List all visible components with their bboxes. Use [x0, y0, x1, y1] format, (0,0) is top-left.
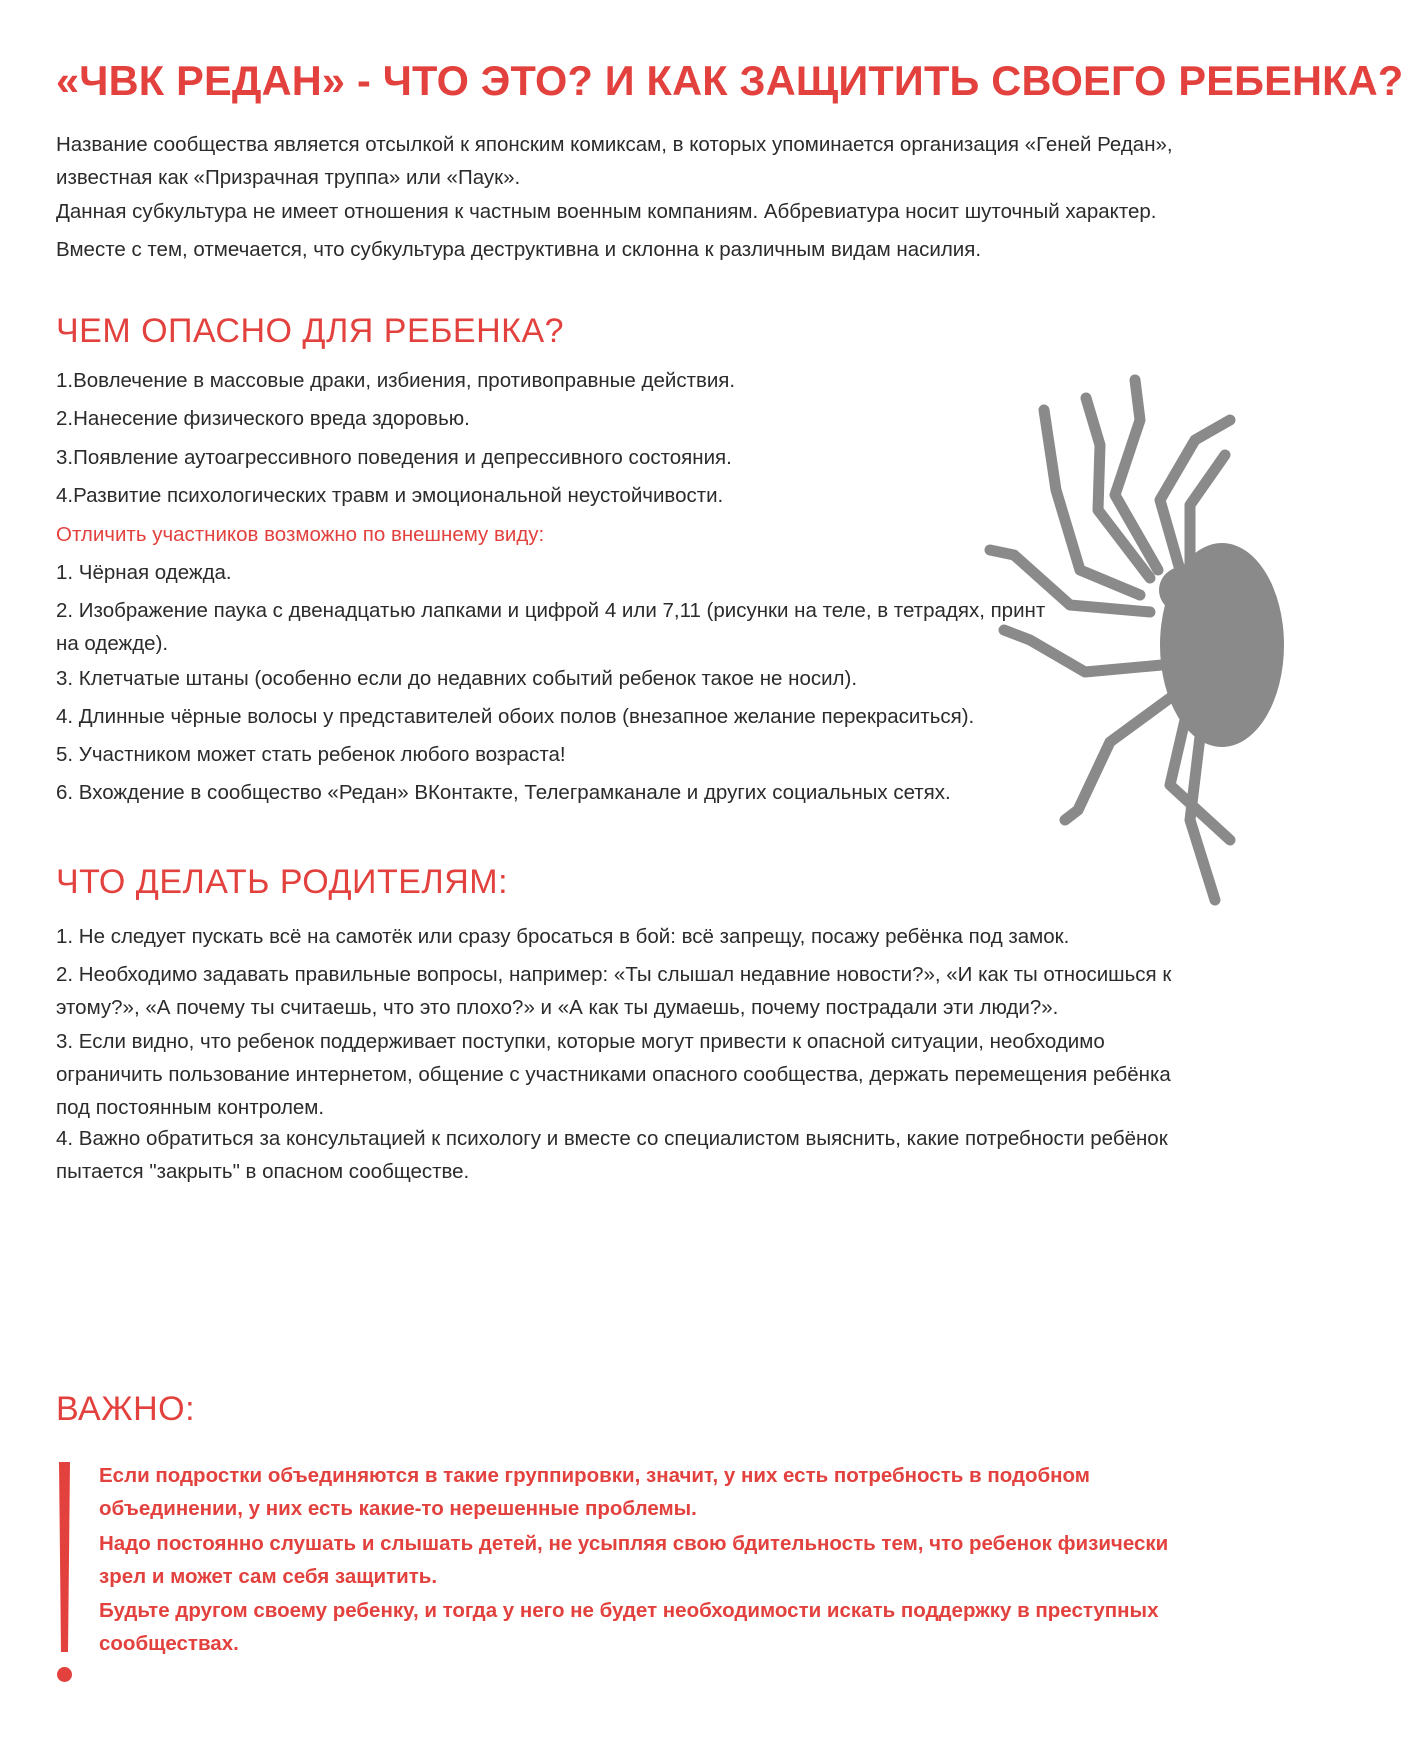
sign-item: 6. Вхождение в сообщество «Редан» ВКонтакте, Телеграмканале и других социальных сетях.	[56, 781, 951, 804]
parents-item: 1. Не следует пускать всё на самотёк или сразу бросаться в бой: всё запрещу, посажу ребёнка под замок.	[56, 925, 1070, 948]
spider-leg	[1065, 698, 1170, 820]
spider-head	[1159, 566, 1211, 614]
sign-item: 4. Длинные чёрные волосы у представителей обоих полов (внезапное желание перекраситься).	[56, 705, 975, 728]
sign-item: 2. Изображение паука с двенадцатью лапками и цифрой 4 или 7,11 (рисунки на теле, в тетрадях, принт на одежде).	[56, 599, 1046, 655]
page-title: «ЧВК РЕДАН» - ЧТО ЭТО? И КАК ЗАЩИТИТЬ СВОЕГО РЕБЕНКА?	[56, 57, 1403, 104]
parents-item: 2. Необходимо задавать правильные вопросы, например: «Ты слышал недавние новости?», «И как ты относишься к этому?», «А почему ты считаешь, что это плохо?» и «А как ты думаешь, почему пострадали эти люди?».	[56, 963, 1172, 1019]
parents-heading: ЧТО ДЕЛАТЬ РОДИТЕЛЯМ:	[56, 863, 509, 901]
spider-leg	[990, 550, 1150, 612]
important-item: Надо постоянно слушать и слышать детей, не усыпляя свою бдительность тем, что ребенок физически зрел и может сам себя защитить.	[99, 1532, 1169, 1588]
signs-intro: Отличить участников возможно по внешнему виду:	[56, 523, 545, 546]
danger-item: 4.Развитие психологических травм и эмоциональной неустойчивости.	[56, 484, 724, 507]
danger-heading: ЧЕМ ОПАСНО ДЛЯ РЕБЕНКА?	[56, 312, 565, 350]
sign-item: 5. Участником может стать ребенок любого возраста!	[56, 743, 566, 766]
parents-item: 4. Важно обратиться за консультацией к психологу и вместе со специалистом выяснить, какие потребности ребёнок пытается "закрыть" в опасном сообществе.	[56, 1127, 1168, 1183]
exclamation-dot	[57, 1667, 72, 1682]
danger-item: 1.Вовлечение в массовые драки, избиения, противоправные действия.	[56, 369, 736, 392]
sign-item: 3. Клетчатые штаны (особенно если до недавних событий ребенок такое не носил).	[56, 667, 858, 690]
sign-item: 1. Чёрная одежда.	[56, 561, 232, 584]
danger-item: 2.Нанесение физического вреда здоровью.	[56, 407, 470, 430]
important-item: Если подростки объединяются в такие группировки, значит, у них есть потребность в подобном объединении, у них есть какие-то нерешенные проблемы.	[99, 1464, 1090, 1520]
danger-item: 3.Появление аутоагрессивного поведения и депрессивного состояния.	[56, 446, 732, 469]
intro-paragraph-2: Данная субкультура не имеет отношения к частным военным компаниям. Аббревиатура носит шуточный характер.	[56, 200, 1157, 223]
intro-paragraph-3: Вместе с тем, отмечается, что субкультура деструктивна и склонна к различным видам насилия.	[56, 238, 982, 261]
important-heading: ВАЖНО:	[56, 1390, 196, 1428]
intro-paragraph-1: Название сообщества является отсылкой к японским комиксам, в которых упоминается организация «Геней Редан», известная как «Призрачная труппа» или «Паук».	[56, 133, 1173, 189]
important-item: Будьте другом своему ребенку, и тогда у него не будет необходимости искать поддержку в преступных сообществах.	[99, 1599, 1159, 1655]
exclamation-bar	[59, 1462, 70, 1652]
important-callout	[56, 1462, 1186, 1702]
parents-item: 3. Если видно, что ребенок поддерживает поступки, которые могут привести к опасной ситуации, необходимо ограничить пользование интернетом, общение с участниками опасного сообщества, держать перемещения ребёнка под постоянным контролем.	[56, 1030, 1171, 1119]
spider-leg	[1004, 630, 1162, 672]
spider-illustration	[990, 380, 1241, 900]
